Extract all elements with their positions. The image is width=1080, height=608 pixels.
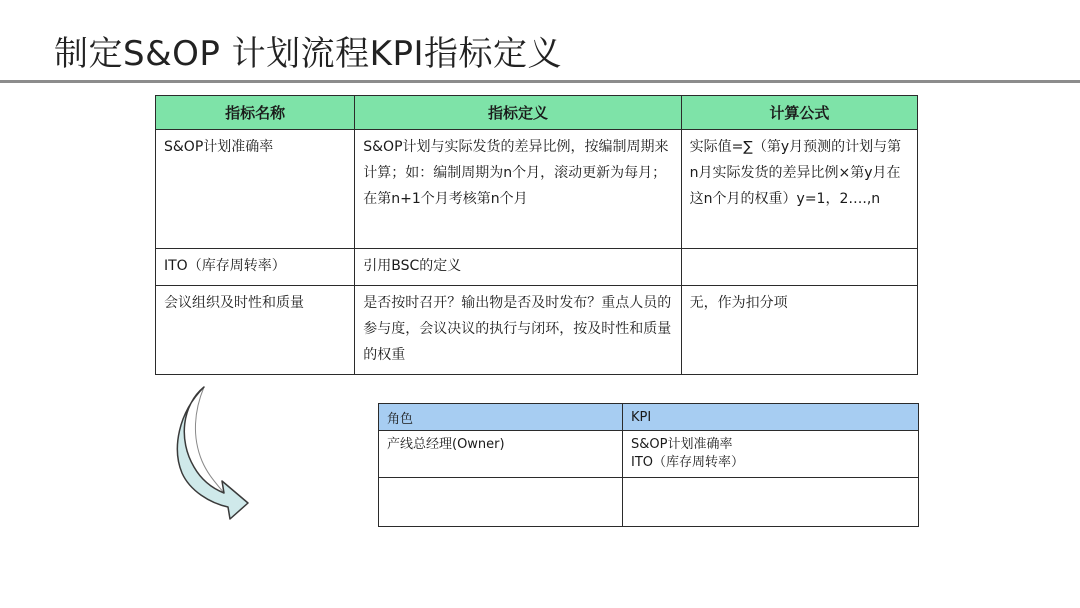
role-cell (379, 478, 623, 527)
table-row (379, 478, 919, 527)
curved-arrow-icon (172, 385, 252, 520)
kpi-definition-cell: 是否按时召开？输出物是否及时发布？重点人员的参与度，会议决议的执行与闭环，按及时性和质量的权重 (355, 286, 681, 375)
kpi-formula-cell: 实际值=∑（第y月预测的计划与第n月实际发货的差异比例×第y月在这n个月的权重）y=1，2….,n (681, 130, 917, 249)
kpi-name-cell: S&OP计划准确率 (156, 130, 355, 249)
kpi-formula-cell: 无，作为扣分项 (681, 286, 917, 375)
kpi-definition-cell: S&OP计划与实际发货的差异比例，按编制周期来计算；如：编制周期为n个月，滚动更新为每月；在第n+1个月考核第n个月 (355, 130, 681, 249)
table-row (156, 130, 918, 249)
column-header-definition: 指标定义 (355, 96, 681, 130)
table-row (156, 286, 918, 375)
title-divider (0, 80, 1080, 83)
column-header-role: 角色 (379, 404, 623, 431)
role-cell: 产线总经理(Owner) (379, 431, 623, 478)
column-header-name: 指标名称 (156, 96, 355, 130)
kpi-name-cell: ITO（库存周转率） (156, 249, 355, 286)
table-header-row (379, 404, 919, 431)
column-header-formula: 计算公式 (681, 96, 917, 130)
page-title: 制定S&OP 计划流程KPI指标定义 (54, 34, 562, 74)
table-header-row (156, 96, 918, 130)
kpi-name-cell: 会议组织及时性和质量 (156, 286, 355, 375)
role-kpi-table (378, 403, 919, 527)
kpi-definition-table (155, 95, 918, 375)
kpi-definition-cell: 引用BSC的定义 (355, 249, 681, 286)
column-header-kpi: KPI (623, 404, 919, 431)
kpi-cell (623, 478, 919, 527)
table-row (379, 431, 919, 478)
kpi-cell (623, 431, 919, 478)
kpi-formula-cell (681, 249, 917, 286)
table-row (156, 249, 918, 286)
kpi-item: ITO（库存周转率） (631, 455, 745, 470)
kpi-item: S&OP计划准确率 (631, 437, 733, 452)
